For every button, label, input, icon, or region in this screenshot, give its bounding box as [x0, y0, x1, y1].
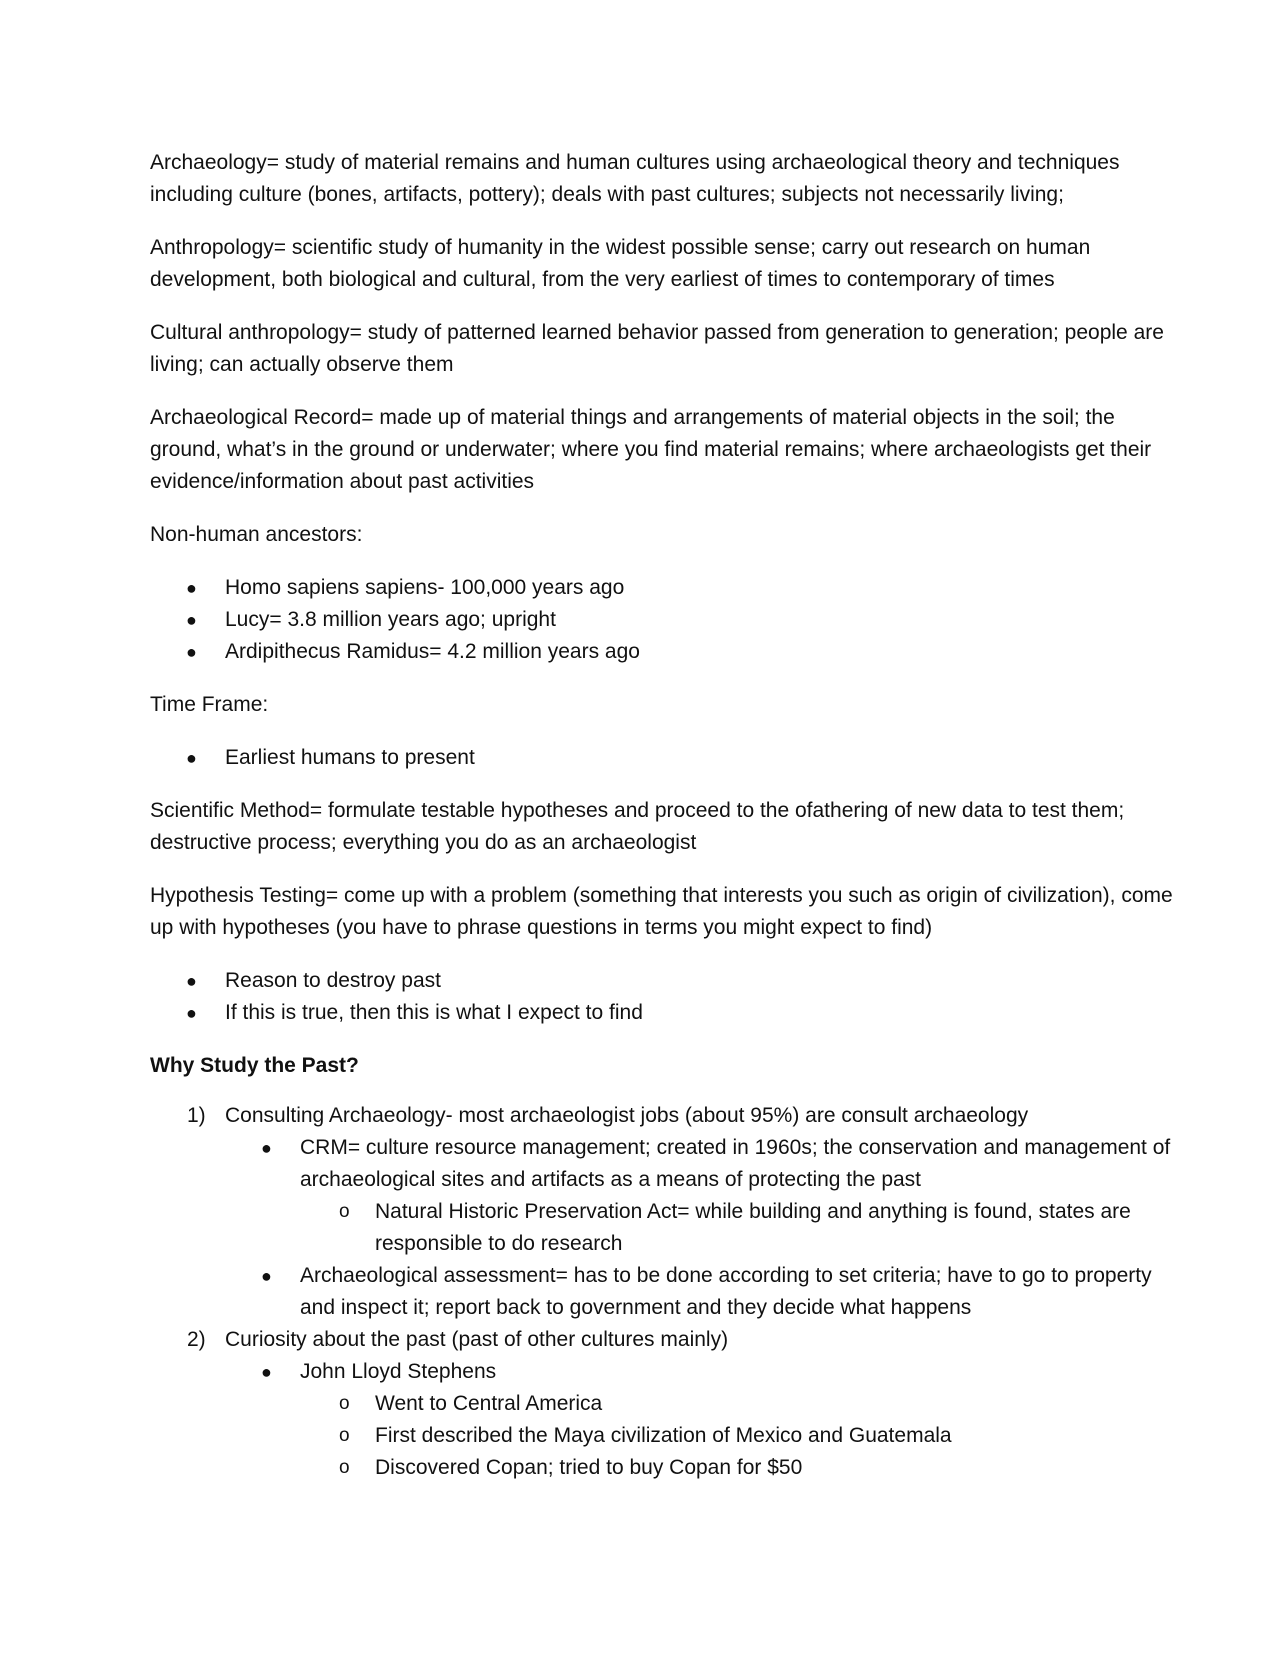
bullet-icon: ●	[186, 1003, 197, 1023]
hypothesis-list	[150, 965, 1180, 1029]
list-item	[150, 572, 1180, 604]
circle-bullet-icon: o	[339, 1201, 350, 1222]
bullet-icon: ●	[186, 748, 197, 768]
list-item-text: Discovered Copan; tried to buy Copan for $50	[375, 1456, 803, 1479]
list-item-text: Reason to destroy past	[225, 969, 441, 992]
list-item-text: Lucy= 3.8 million years ago; upright	[225, 608, 556, 631]
list-item-text: John Lloyd Stephens	[300, 1360, 497, 1383]
ancestors-list	[150, 572, 1180, 668]
bullet-icon: ●	[261, 1138, 272, 1158]
list-item	[150, 1260, 1180, 1324]
circle-bullet-icon: o	[339, 1425, 350, 1446]
list-item	[150, 1388, 1180, 1420]
bullet-icon: ●	[186, 971, 197, 991]
list-item	[150, 1196, 1180, 1260]
paragraph-cultural-anthropology: Cultural anthropology= study of patterned learned behavior passed from generation to generation; people are living; can actually observe them	[150, 321, 1164, 376]
list-item	[150, 1132, 1180, 1196]
paragraph-hypothesis-testing: Hypothesis Testing= come up with a problem (something that interests you such as origin of civilization), come up with hypotheses (you have to phrase questions in terms you might expect to find)	[150, 884, 1173, 939]
bullet-icon: ●	[261, 1266, 272, 1286]
list-item	[150, 636, 1180, 668]
list-item-text: First described the Maya civilization of Mexico and Guatemala	[375, 1424, 952, 1447]
paragraph-non-human-ancestors: Non-human ancestors:	[150, 523, 363, 546]
list-item	[150, 1324, 1180, 1356]
paragraph-time-frame: Time Frame:	[150, 693, 269, 716]
paragraph-anthropology: Anthropology= scientific study of humanity in the widest possible sense; carry out research on human development, both biological and cultural, from the very earliest of times to contemporary of times	[150, 236, 1091, 291]
bullet-icon: ●	[186, 610, 197, 630]
list-item	[150, 1100, 1180, 1132]
section-heading: Why Study the Past?	[150, 1054, 359, 1077]
bullet-icon: ●	[186, 578, 197, 598]
circle-bullet-icon: o	[339, 1457, 350, 1478]
list-item	[150, 965, 1180, 997]
list-item-text: CRM= culture resource management; created in 1960s; the conservation and management of archaeological sites and artifacts as a means of protecting the past	[300, 1136, 1171, 1191]
list-item-text: Went to Central America	[375, 1392, 603, 1415]
list-item	[150, 604, 1180, 636]
list-item	[150, 1356, 1180, 1388]
list-item	[150, 997, 1180, 1029]
list-item-text: If this is true, then this is what I expect to find	[225, 1001, 643, 1024]
list-item-text: Archaeological assessment= has to be done according to set criteria; have to go to property and inspect it; report back to government and they decide what happens	[300, 1264, 1152, 1319]
list-number: 1)	[187, 1104, 206, 1127]
bullet-icon: ●	[186, 642, 197, 662]
timeframe-list	[150, 742, 1180, 774]
why-study-list	[150, 1100, 1180, 1484]
list-item-text: Natural Historic Preservation Act= while building and anything is found, states are responsible to do research	[375, 1200, 1131, 1255]
list-number: 2)	[187, 1328, 206, 1351]
paragraph-archaeology: Archaeology= study of material remains and human cultures using archaeological theory and techniques including culture (bones, artifacts, pottery); deals with past cultures; subjects not necessarily living;	[150, 151, 1120, 206]
paragraph-archaeological-record: Archaeological Record= made up of material things and arrangements of material objects in the soil; the ground, what’s in the ground or underwater; where you find material remains; where archaeologists get their evidence/information about past activities	[150, 406, 1152, 493]
list-item-text: Earliest humans to present	[225, 746, 475, 769]
list-item-text: Consulting Archaeology- most archaeologist jobs (about 95%) are consult archaeology	[225, 1104, 1029, 1127]
paragraph-scientific-method: Scientific Method= formulate testable hypotheses and proceed to the ofathering of new data to test them; destructive process; everything you do as an archaeologist	[150, 799, 1125, 854]
list-item	[150, 1420, 1180, 1452]
bullet-icon: ●	[261, 1362, 272, 1382]
list-item-text: Ardipithecus Ramidus= 4.2 million years ago	[225, 640, 640, 663]
list-item-text: Curiosity about the past (past of other cultures mainly)	[225, 1328, 729, 1351]
list-item	[150, 742, 1180, 774]
list-item	[150, 1452, 1180, 1484]
list-item-text: Homo sapiens sapiens- 100,000 years ago	[225, 576, 625, 599]
circle-bullet-icon: o	[339, 1393, 350, 1414]
